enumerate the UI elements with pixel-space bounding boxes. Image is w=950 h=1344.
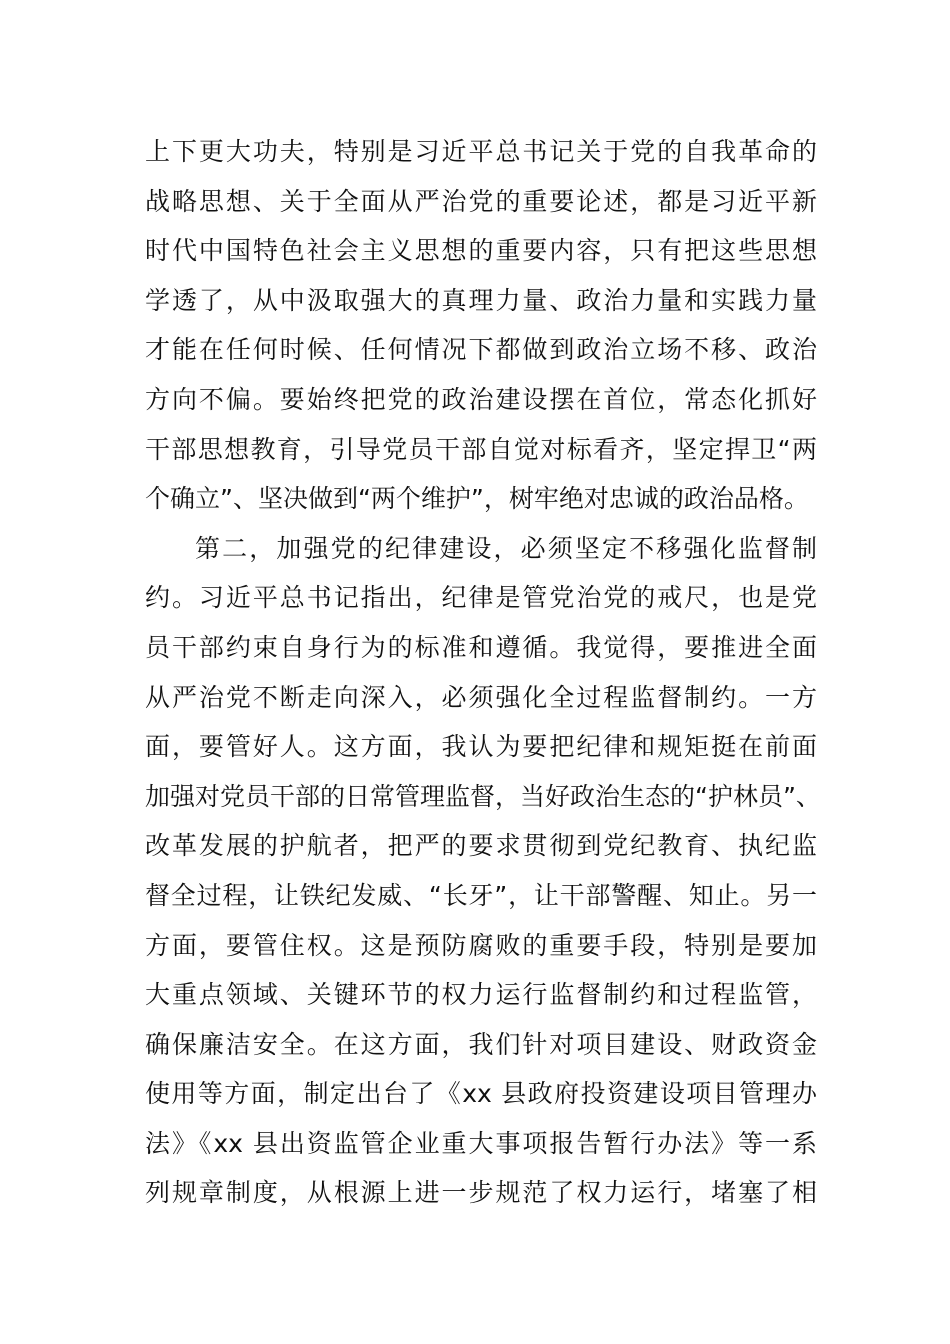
- text-line: 上下更大功夫，特别是习近平总书记关于党的自我革命的: [145, 137, 817, 166]
- text-line: 面，要管好人。这方面，我认为要把纪律和规矩挺在前面: [145, 732, 817, 762]
- text-line: 加强对党员干部的日常管理监督，当好政治生态的“护林员”、: [145, 781, 821, 811]
- text-line: 方面，要管住权。这是预防腐败的重要手段，特别是要加: [145, 930, 817, 960]
- text-line: 学透了，从中汲取强大的真理力量、政治力量和实践力量: [145, 285, 817, 315]
- text-line: 个确立”、坚决做到“两个维护”，树牢绝对忠诚的政治品格。: [145, 484, 809, 514]
- body-text: [145, 127, 821, 1218]
- text-line: 时代中国特色社会主义思想的重要内容，只有把这些思想: [145, 236, 817, 266]
- text-line: 确保廉洁安全。在这方面，我们针对项目建设、财政资金: [145, 1029, 817, 1059]
- text-line: 才能在任何时候、任何情况下都做到政治立场不移、政治: [145, 335, 817, 365]
- text-line: 从严治党不断走向深入，必须强化全过程监督制约。一方: [145, 682, 817, 712]
- text-line: 使用等方面，制定出台了《xx 县政府投资建设项目管理办: [145, 1079, 817, 1109]
- text-line: 改革发展的护航者，把严的要求贯彻到党纪教育、执纪监: [145, 831, 817, 861]
- text-line: 法》《xx 县出资监管企业重大事项报告暂行办法》等一系: [145, 1128, 817, 1158]
- text-line: 战略思想、关于全面从严治党的重要论述，都是习近平新: [145, 186, 817, 216]
- text-line: 列规章制度，从根源上进一步规范了权力运行，堵塞了相: [145, 1178, 817, 1208]
- text-line: 督全过程，让铁纪发威、“长牙”，让干部警醒、知止。另一: [145, 880, 817, 910]
- text-line: 员干部约束自身行为的标准和遵循。我觉得，要推进全面: [145, 632, 817, 662]
- text-line: 大重点领域、关键环节的权力运行监督制约和过程监管，: [145, 980, 817, 1010]
- paragraph-2: [145, 524, 821, 1218]
- paragraph-1: [145, 127, 817, 524]
- text-line: 约。习近平总书记指出，纪律是管党治党的戒尺，也是党: [145, 583, 817, 613]
- text-line: 干部思想教育，引导党员干部自觉对标看齐，坚定捍卫“两: [145, 434, 817, 464]
- text-line: 第二，加强党的纪律建设，必须坚定不移强化监督制: [195, 533, 817, 563]
- text-line: 方向不偏。要始终把党的政治建设摆在首位，常态化抓好: [145, 384, 817, 414]
